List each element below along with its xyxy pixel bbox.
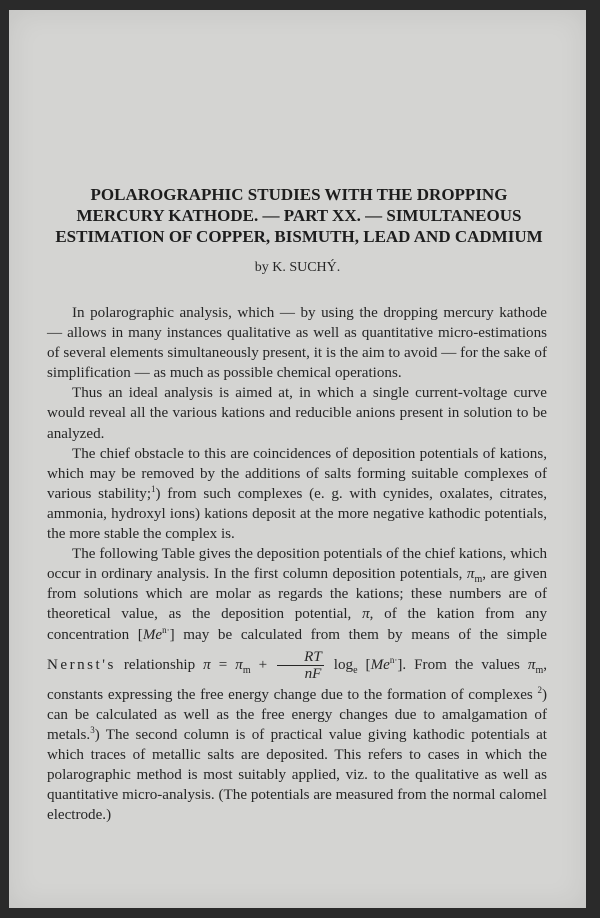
plus-sign: + — [258, 656, 268, 673]
concentration-bracket: ] — [169, 626, 175, 643]
footnote-ref-1: 1 — [151, 483, 156, 494]
pi-subscript: m — [474, 574, 483, 586]
pi-symbol: π — [235, 656, 243, 673]
article-body — [47, 303, 547, 825]
concentration-me: Me — [370, 656, 390, 673]
title-line: ESTIMATION OF COPPER, BISMUTH, LEAD AND CADMIUM — [55, 227, 543, 246]
paragraph-4-text: ) The second column is of practical value giving kathodic potentials at which traces of metallic salts are deposited. This refers to cases in which the polarographic method is most suitably applied, viz. to the qualitative as well as quantitative micro-analysis. (The potentials are measured from the normal calomel electrode.) — [47, 726, 547, 824]
rt-over-nf-fraction — [277, 649, 324, 682]
footnote-ref-2: 2 — [537, 684, 542, 695]
paper-page — [9, 10, 586, 908]
author-byline: by K. SUCHÝ. — [254, 260, 341, 275]
pi-symbol: π — [203, 656, 211, 673]
paragraph-4-text: . From the values — [402, 656, 520, 673]
article-title — [49, 184, 549, 247]
fraction-numerator: RT — [277, 649, 324, 666]
nernst-equation — [123, 648, 403, 682]
paragraph-3 — [47, 444, 547, 544]
log-base: e — [353, 664, 358, 676]
log-operator: log — [333, 656, 354, 673]
paragraph-4-text: , are given from solutions which are molar as regards the kations; these numbers are of theoretical value, as the deposition potential, — [47, 566, 547, 623]
footnote-ref-3: 3 — [90, 724, 95, 735]
paragraph-3-text-a: The chief obstacle to this are coincidences of deposition potentials of kations, which may be removed by the additions of salts forming suitable complexes of various stability; — [47, 445, 547, 502]
paragraph-3-text-b: ) from such complexes (e. g. with cynides, oxalates, citrates, ammonia, hydroxyl ions) kations deposit at the more negative kathodic potentials, the more stable the complex is. — [47, 485, 547, 543]
paragraph-4-text: may be calculated from them by means of the simple — [183, 626, 547, 643]
concentration-bracket: ] — [397, 656, 403, 673]
fraction-denominator: nF — [304, 665, 322, 682]
paragraph-1: In polarographic analysis, which — by using the dropping mercury kathode — allows in many instances qualitative as well as quantitative micro-estimations of several elements simultaneously present, it is the aim to avoid — for the sake of simplification — as much as possible chemical operations. — [47, 305, 547, 382]
nernst-name: Nernst's — [47, 656, 116, 673]
pi-symbol: π — [527, 656, 536, 673]
paragraph-4-text: The following Table gives the deposition potentials of the chief kations, which occur in ordinary analysis. In the first column deposition potentials, — [47, 546, 547, 583]
paragraph-4-text: ) can be calculated as well as the free energy changes due to amalgamation of metals. — [47, 686, 547, 743]
title-line: MERCURY KATHODE. — PART XX. — SIMULTANEOUS — [76, 206, 522, 225]
concentration-me: Me — [142, 626, 163, 643]
paragraph-4 — [47, 544, 547, 825]
pi-subscript: m — [535, 664, 544, 676]
pi-subscript: m — [242, 664, 251, 676]
pi-symbol: π — [466, 566, 475, 583]
concentration-charge: n· — [162, 624, 170, 635]
pi-symbol: π — [362, 606, 370, 623]
paragraph-4-text: relationship — [123, 656, 196, 673]
equals-sign: = — [218, 656, 228, 673]
paragraph-2: Thus an ideal analysis is aimed at, in which a single current-voltage curve would reveal all the various kations and reducible anions present in solution to be analyzed. — [47, 385, 547, 442]
paragraph-4-text: , of the kation from any concentration — [47, 606, 547, 643]
title-line: POLAROGRAPHIC STUDIES WITH THE DROPPING — [90, 185, 508, 204]
concentration-bracket: [ — [137, 626, 143, 643]
concentration-bracket: [ — [365, 656, 371, 673]
concentration-charge: n· — [389, 654, 398, 665]
paragraph-4-text: , constants expressing the free energy change due to the formation of complexes — [47, 656, 548, 703]
